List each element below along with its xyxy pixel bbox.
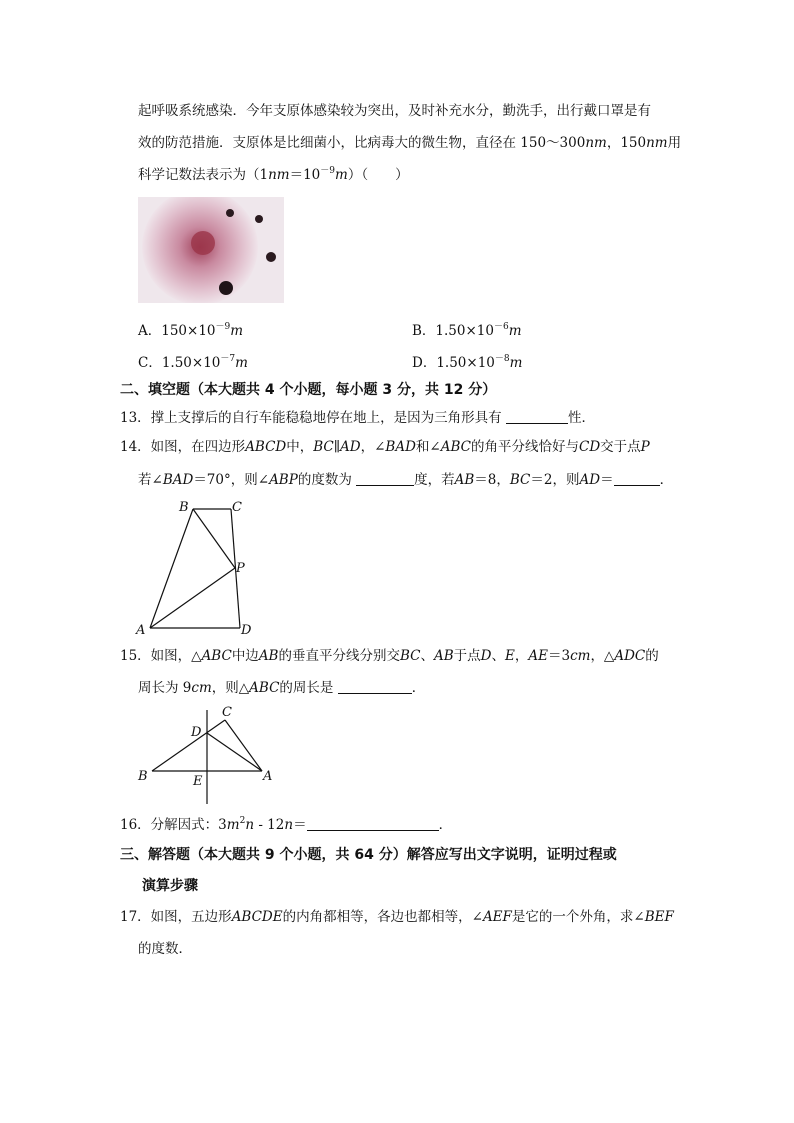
unit: nm xyxy=(268,167,290,183)
segment-ap xyxy=(150,568,235,628)
text: ，∠ xyxy=(360,439,386,455)
segment-da xyxy=(207,733,262,771)
math-var: D xyxy=(480,648,492,664)
figure-14-quadrilateral xyxy=(130,497,270,639)
exponent: －7 xyxy=(220,354,236,364)
math-var: ADC xyxy=(614,648,646,664)
label-e: E xyxy=(193,774,203,789)
text: 的周长是 xyxy=(279,680,334,696)
math-var: AE xyxy=(528,648,548,664)
q14-line-2 xyxy=(138,470,673,490)
option-label: A．150×10 xyxy=(138,323,216,339)
section-2-title: 二、填空题（本大题共 4 个小题，每小题 3 分，共 12 分） xyxy=(120,382,497,398)
option-label: B．1.50×10 xyxy=(412,323,494,339)
math-var: ABP xyxy=(269,472,298,488)
answer-blank[interactable] xyxy=(307,816,439,831)
text: 的内角都相等，各边也都相等，∠ xyxy=(282,909,483,925)
exponent: －6 xyxy=(493,322,509,332)
text: ＝2，则 xyxy=(530,472,580,488)
q17-line-1 xyxy=(120,907,674,927)
math-var: AB xyxy=(434,648,454,664)
label-p: P xyxy=(236,561,245,576)
math-var: m xyxy=(226,817,240,833)
text: ， xyxy=(514,648,529,664)
exponent: －9 xyxy=(215,322,231,332)
unit: m xyxy=(235,355,248,371)
q16 xyxy=(120,815,452,835)
math-var: ABCD xyxy=(245,439,287,455)
unit: m xyxy=(508,323,522,339)
q12-option-b xyxy=(412,321,522,341)
mycoplasma-photo xyxy=(138,197,284,303)
text: 16．分解因式：3 xyxy=(120,817,227,833)
label-a: A xyxy=(263,769,273,784)
q12-option-d xyxy=(412,353,522,373)
text: 效的防范措施．支原体是比细菌小，比病毒大的微生物，直径在 150～300 xyxy=(138,135,586,151)
text: 15．如图，△ xyxy=(120,648,202,664)
text: 度，若 xyxy=(414,472,455,488)
text: 周长为 9 xyxy=(138,680,192,696)
math-var: BAD xyxy=(385,439,416,455)
answer-blank[interactable] xyxy=(338,679,412,694)
text: ＝10 xyxy=(289,167,321,183)
text: 14．如图，在四边形 xyxy=(120,439,246,455)
math-var: AEF xyxy=(482,909,512,925)
text: ＝ xyxy=(293,817,307,833)
text: 的垂直平分线分别交 xyxy=(278,648,400,664)
q12-option-c xyxy=(138,353,248,373)
unit: m xyxy=(509,355,523,371)
answer-blank[interactable] xyxy=(506,409,568,424)
label-b: B xyxy=(138,769,148,784)
math-var: ABC xyxy=(201,648,232,664)
unit: m xyxy=(230,323,244,339)
text: ＝70°，则∠ xyxy=(193,472,270,488)
unit: cm xyxy=(191,680,212,696)
text: 于点 xyxy=(453,648,481,664)
math-var: E xyxy=(505,648,515,664)
text: ． xyxy=(659,472,674,488)
text: ）（ ） xyxy=(347,167,409,183)
text: ＝ xyxy=(600,472,614,488)
unit: nm xyxy=(646,135,668,151)
text: 的度数为 xyxy=(297,472,352,488)
math-var: BEF xyxy=(644,909,674,925)
text: 的 xyxy=(645,648,659,664)
text: 若∠ xyxy=(138,472,163,488)
math-var: CD xyxy=(578,439,601,455)
segment-bp xyxy=(193,509,235,568)
text: 和∠ xyxy=(415,439,441,455)
q12-line-3 xyxy=(138,165,409,185)
math-var: n xyxy=(245,817,255,833)
unit: nm xyxy=(585,135,607,151)
text: ＝3 xyxy=(547,648,571,664)
text: ，150 xyxy=(606,135,647,151)
section-3-title: 三、解答题（本大题共 9 个小题，共 64 分）解答应写出文字说明，证明过程或 xyxy=(120,847,617,863)
figure-15-triangle xyxy=(130,700,290,810)
text: 、 xyxy=(420,648,434,664)
text: ，△ xyxy=(590,648,615,664)
math-var: ABCDE xyxy=(231,909,283,925)
math-var: AB xyxy=(454,472,475,488)
text: 科学记数法表示为（1 xyxy=(138,167,269,183)
math-var: AD xyxy=(340,439,361,455)
side-ab xyxy=(150,509,193,628)
answer-blank-angle[interactable] xyxy=(356,471,414,486)
math-var: BC xyxy=(399,648,421,664)
answer-blank-ad[interactable] xyxy=(614,471,660,486)
text: 中， xyxy=(286,439,314,455)
text: - 12 xyxy=(254,817,285,833)
text: 是它的一个外角，求∠ xyxy=(511,909,645,925)
text: 13．撑上支撑后的自行车能稳稳地停在地上，是因为三角形具有 xyxy=(120,410,502,426)
text: 用 xyxy=(667,135,682,151)
math-var: P xyxy=(640,439,650,455)
q13 xyxy=(120,408,595,428)
section-3-title-cont: 演算步骤 xyxy=(142,878,198,894)
exponent: 2 xyxy=(239,816,246,826)
label-a: A xyxy=(136,623,146,638)
text: ，则△ xyxy=(211,680,250,696)
math-var: BC xyxy=(313,439,334,455)
q12-option-a xyxy=(138,321,243,341)
math-var: AB xyxy=(258,648,279,664)
text: 、 xyxy=(491,648,505,664)
math-var: BAD xyxy=(162,472,194,488)
parallel-symbol: ∥ xyxy=(333,439,341,455)
label-c: C xyxy=(232,500,242,515)
label-d: D xyxy=(191,725,202,740)
text: 起呼吸系统感染．今年支原体感染较为突出，及时补充水分，勤洗手，出行戴口罩是有 xyxy=(138,103,651,119)
label-b: B xyxy=(179,500,189,515)
math-var: n xyxy=(284,817,294,833)
text: ． xyxy=(438,817,453,833)
option-label: D．1.50×10 xyxy=(412,355,495,371)
q12-line-2 xyxy=(138,133,681,153)
q17-line-2: 的度数． xyxy=(138,941,192,957)
q15-line-2 xyxy=(138,678,425,698)
text: 17．如图，五边形 xyxy=(120,909,232,925)
unit: cm xyxy=(570,648,591,664)
mycoplasma-image xyxy=(138,197,284,303)
exponent: －8 xyxy=(494,354,510,364)
side-bc xyxy=(152,720,225,771)
label-c: C xyxy=(222,705,232,720)
option-label: C．1.50×10 xyxy=(138,355,221,371)
side-ca xyxy=(225,720,262,771)
q14-line-1 xyxy=(120,437,650,457)
label-d: D xyxy=(241,623,252,638)
exponent: －9 xyxy=(320,166,336,176)
text: 中边 xyxy=(231,648,259,664)
text: 的角平分线恰好与 xyxy=(470,439,579,455)
text: 交于点 xyxy=(600,439,641,455)
q12-line-1 xyxy=(138,101,651,121)
math-var: BC xyxy=(509,472,531,488)
math-var: AD xyxy=(579,472,601,488)
text: ＝8， xyxy=(474,472,510,488)
text: ． xyxy=(411,680,426,696)
math-var: ABC xyxy=(440,439,471,455)
q15-line-1 xyxy=(120,646,659,666)
math-var: ABC xyxy=(249,680,280,696)
unit: m xyxy=(335,167,348,183)
text: 性． xyxy=(567,410,595,426)
